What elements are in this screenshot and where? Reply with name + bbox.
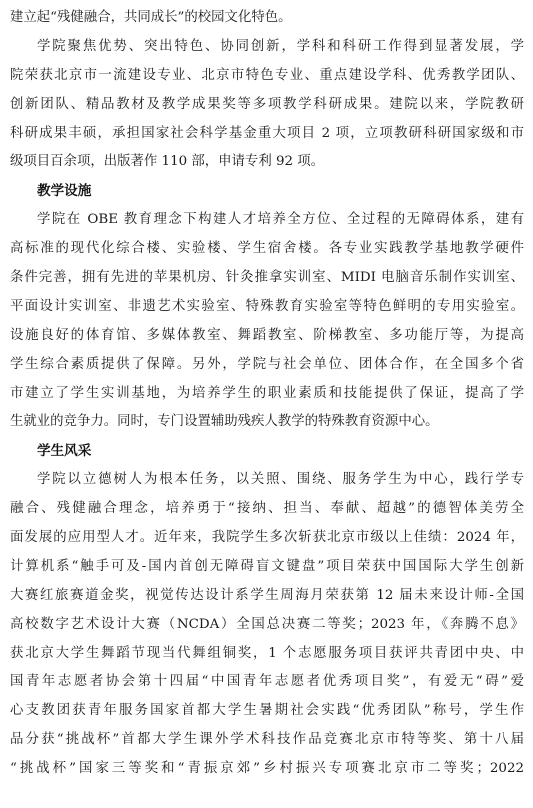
paragraph-line: 高标准的现代化综合楼、实验楼、学生宿舍楼。各专业实践教学基地教学硬件 [10, 241, 524, 257]
paragraph-first-line: 学院以立德树人为根本任务，以关照、围绕、服务学生为中心，践行学专 [37, 472, 524, 488]
paragraph-line: 条件完善，拥有先进的苹果机房、针灸推拿实训室、MIDI 电脑音乐制作实训室、 [10, 270, 524, 286]
paragraph-line: 融合、残健融合理念，培养勇于“接纳、担当、奉献、超越”的德智体美劳全 [10, 501, 524, 517]
paragraph-line: 市建立了学生实训基地，为培养学生的职业素质和技能提供了保证，提高了学 [10, 385, 524, 401]
paragraph-line: 品分获“挑战杯”首都大学生课外学术科技作品竞赛北京市特等奖、第十八届 [10, 732, 524, 748]
section-heading: 学生风采 [37, 443, 92, 460]
paragraph-line: 生就业的竞争力。同时，专门设置辅助残疾人教学的特殊教育资源中心。 [10, 414, 439, 430]
paragraph-line: 心支教团获青年服务国家首都大学生暑期社会实践“优秀团队”称号，学生作 [10, 703, 524, 719]
paragraph-line: 创新团队、精品教材及教学成果奖等多项教学科研成果。建院以来，学院教研 [10, 96, 524, 112]
paragraph-line: 建立起“残健融合，共同成长”的校园文化特色。 [10, 10, 292, 25]
paragraph-line: 科研成果丰硕，承担国家社会科学基金重大项目 2 项，立项教研科研国家级和市 [10, 125, 524, 141]
section-heading: 教学设施 [37, 183, 92, 200]
paragraph-first-line: 学院在 OBE 教育理念下构建人才培养全方位、全过程的无障碍体系，建有 [37, 212, 524, 228]
paragraph-line: 面发展的应用型人才。近年来，我院学生多次斩获北京市级以上佳绩：2024 年， [10, 530, 524, 546]
paragraph-line: 国青年志愿者协会第十四届“中国青年志愿者优秀项目奖”，有爱无“碍”爱 [10, 674, 524, 690]
paragraph-line: 计算机系“触手可及-国内首创无障碍盲文键盘”项目荣获中国国际大学生创新 [10, 558, 524, 574]
document-page [10, 4, 524, 784]
paragraph-line: 级项目百余项，出版著作 110 部，申请专利 92 项。 [10, 154, 325, 170]
document-body [10, 4, 524, 784]
paragraph-line: 学生综合素质提供了保障。另外，学院与社会单位、团体合作，在全国多个省 [10, 356, 524, 372]
paragraph-line: 获北京大学生舞蹈节现当代舞组铜奖，1 个志愿服务项目获评共青团中央、中 [10, 645, 524, 661]
paragraph-first-line: 学院聚焦优势、突出特色、协同创新，学科和科研工作得到显著发展，学 [37, 38, 524, 54]
paragraph-line: 高校数字艺术设计大赛（NCDA）全国总决赛二等奖；2023 年，《奔腾不息》 [10, 616, 524, 632]
paragraph-line: 设施良好的体育馆、多媒体教室、舞蹈教室、阶梯教室、多功能厅等，为提高 [10, 327, 524, 343]
paragraph-line: 大赛红旅赛道金奖，视觉传达设计系学生周海月荣获第 12 届未来设计师-全国 [10, 587, 524, 603]
paragraph-line: 平面设计实训室、非遗艺术实验室、特殊教育实验室等特色鲜明的专用实验室。 [10, 298, 524, 314]
paragraph-line: “挑战杯”国家三等奖和“青振京郊”乡村振兴专项赛北京市二等奖；2022 [10, 761, 524, 777]
paragraph-line: 院荣获北京市一流建设专业、北京市特色专业、重点建设学科、优秀教学团队、 [10, 67, 524, 83]
